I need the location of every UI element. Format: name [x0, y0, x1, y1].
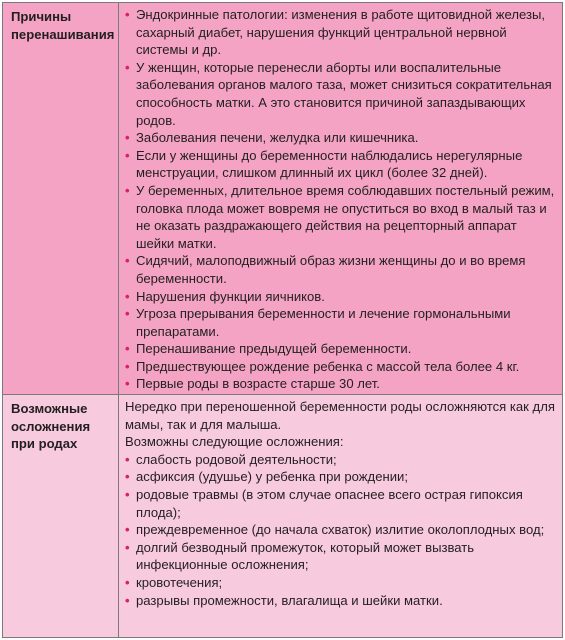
complications-list: [125, 451, 556, 609]
causes-list: [125, 6, 556, 393]
causes-cell: [119, 3, 563, 395]
list-item: • У беременных, длительное время соблюдавших постельный режим, головка плода может вовремя не опуститься во вход в малый таз и не оказать раздражающего действия на рецепторный аппарат шейки матки.: [125, 182, 556, 252]
list-item: • разрывы промежности, влагалища и шейки матки.: [125, 592, 556, 610]
complications-label: Возможные осложнения при родах: [3, 395, 119, 638]
complications-lead: Возможны следующие осложнения:: [125, 434, 344, 450]
info-table: [2, 2, 563, 638]
list-item: • Сидячий, малоподвижный образ жизни женщины до и во время беременности.: [125, 252, 556, 287]
list-item: • Первые роды в возрасте старше 30 лет.: [125, 375, 556, 393]
list-item: • родовые травмы (в этом случае опаснее всего острая гипоксия плода);: [125, 486, 556, 521]
list-item: • Перенашивание предыдущей беременности.: [125, 340, 556, 358]
list-item: • Заболевания печени, желудка или кишечника.: [125, 129, 556, 147]
list-item: • асфиксия (удушье) у ребенка при рождении;: [125, 468, 556, 486]
causes-label: Причины перенашивания: [3, 3, 119, 395]
row-causes: [3, 3, 563, 395]
list-item: • Если у женщины до беременности наблюдались нерегулярные менструации, слишком длинный их цикл (более 32 дней).: [125, 147, 556, 182]
list-item: • кровотечения;: [125, 574, 556, 592]
complications-cell: [119, 395, 563, 638]
list-item: • У женщин, которые перенесли аборты или воспалительные заболевания органов малого таза, может снизиться сократительная способность матки. А это становится причиной запаздывающих родов.: [125, 59, 556, 129]
row-complications: [3, 395, 563, 638]
complications-intro: Нередко при переношенной беременности роды осложняются как для мамы, так и для малыша.: [125, 399, 555, 432]
list-item: • слабость родовой деятельности;: [125, 451, 556, 469]
list-item: • Эндокринные патологии: изменения в работе щитовидной железы, сахарный диабет, нарушения функций центральной нервной системы и др.: [125, 6, 556, 59]
list-item: • Нарушения функции яичников.: [125, 288, 556, 306]
list-item: • долгий безводный промежуток, который может вызвать инфекционные осложнения;: [125, 539, 556, 574]
list-item: • Угроза прерывания беременности и лечение гормональными препаратами.: [125, 305, 556, 340]
list-item: • преждевременное (до начала схваток) излитие околоплодных вод;: [125, 521, 556, 539]
list-item: • Предшествующее рождение ребенка с массой тела более 4 кг.: [125, 358, 556, 376]
